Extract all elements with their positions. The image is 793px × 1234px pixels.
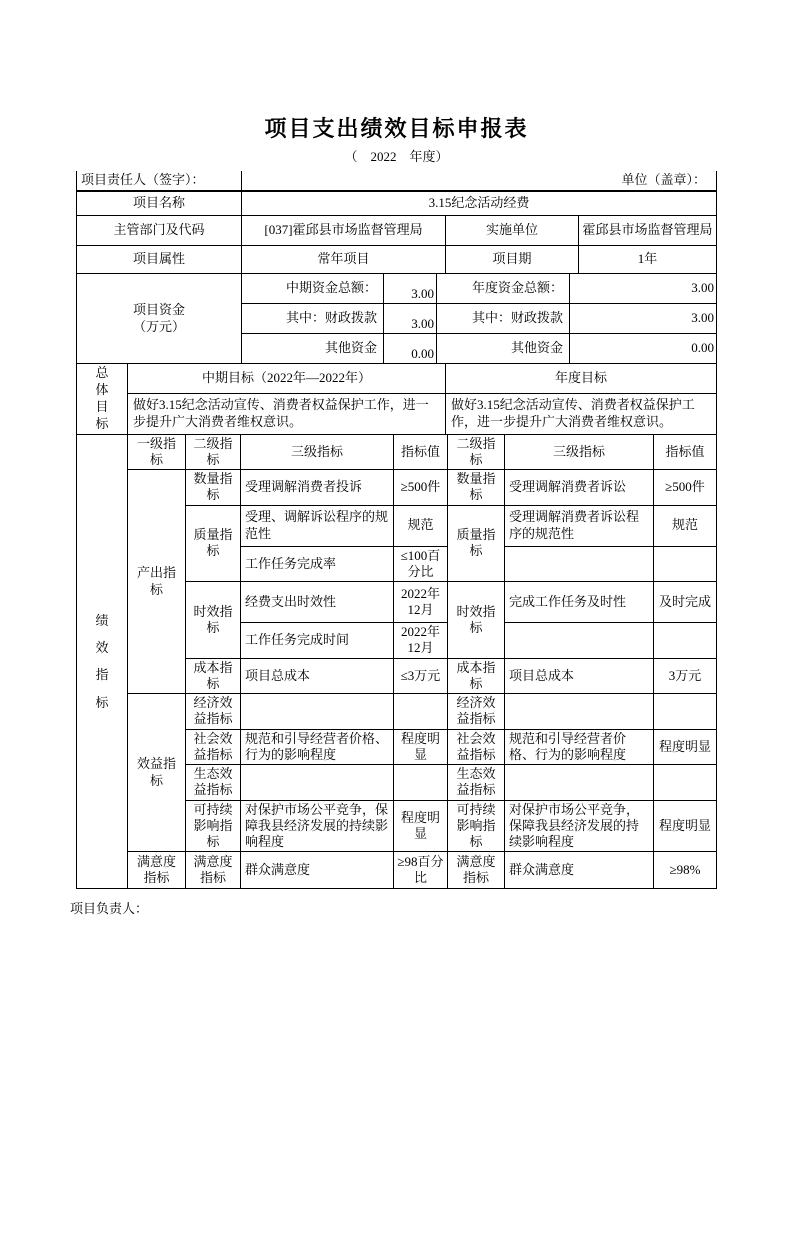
indicator-l3: 受理调解消费者投诉: [241, 470, 394, 506]
annual-goal-header: 年度目标: [446, 364, 717, 394]
annual-total-value: 3.00: [570, 274, 717, 304]
indicator-l3: [241, 694, 394, 730]
indicator-l2: 生态效益指标: [186, 765, 241, 801]
project-period-label: 项目期: [446, 246, 579, 274]
mid-goal-text: 做好3.15纪念活动宣传、消费者权益保护工作，进一步提升广大消费者维权意识。: [128, 394, 446, 434]
indicator-value: ≤3万元: [394, 658, 448, 694]
indicator-l3: 工作任务完成率: [241, 546, 394, 582]
mid-other-label: 其他资金: [242, 334, 384, 364]
annual-goal-text: 做好3.15纪念活动宣传、消费者权益保护工作，进一步提升广大消费者维权意识。: [446, 394, 717, 434]
project-attr-value: 常年项目: [242, 246, 446, 274]
project-manager-label: 项目负责人：: [70, 901, 149, 917]
dept-code-label: 主管部门及代码: [77, 216, 242, 246]
indicator-value: [394, 694, 448, 730]
mid-goal-header: 中期目标（2022年—2022年）: [128, 364, 446, 394]
indicator-value-right: 程度明显: [654, 800, 717, 852]
indicator-l2-right: 经济效益指标: [448, 694, 505, 730]
attr-table: [76, 245, 717, 274]
overall-goal-table: [76, 363, 717, 435]
indicator-l2: 时效指标: [186, 582, 241, 659]
page-title: 项目支出绩效目标申报表: [264, 116, 529, 141]
funds-table: [76, 273, 717, 364]
project-period-value: 1年: [579, 246, 717, 274]
indicator-l2-right: 生态效益指标: [448, 765, 505, 801]
indicator-l3-right: 对保护市场公平竞争，保障我县经济发展的持续影响程度: [505, 800, 654, 852]
indicator-l2: 数量指标: [186, 470, 241, 506]
indicator-value: 规范: [394, 505, 448, 546]
header-value: 指标值: [394, 434, 448, 470]
indicator-value-right: ≥98%: [654, 852, 717, 889]
indicator-value: ≥98百分比: [394, 852, 448, 889]
unit-seal-label: 单位（盖章）：: [242, 171, 717, 191]
mid-fiscal-value: 3.00: [384, 304, 437, 334]
indicator-l3-right: 项目总成本: [505, 658, 654, 694]
indicators-table: [76, 434, 717, 890]
overall-goal-label: [77, 364, 128, 435]
indicator-value-right: 程度明显: [654, 729, 717, 765]
funds-label-line1: 项目资金: [132, 302, 185, 318]
indicator-value: 程度明显: [394, 800, 448, 852]
category-output: 产出指标: [128, 470, 186, 694]
annual-other-value: 0.00: [570, 334, 717, 364]
indicator-l2-right: 可持续影响指标: [448, 800, 505, 852]
indicator-l2-right: 社会效益指标: [448, 729, 505, 765]
indicator-l3: 受理、调解诉讼程序的规范性: [241, 505, 394, 546]
annual-other-label: 其他资金: [437, 334, 570, 364]
indicator-l3-right: 完成工作任务及时性: [505, 582, 654, 623]
funds-label: [77, 274, 242, 364]
mid-other-value: 0.00: [384, 334, 437, 364]
signer-label: 项目责任人（签字）：: [77, 171, 242, 191]
overall-goal-label-text: 总体目标: [95, 365, 109, 431]
indicator-l2: 成本指标: [186, 658, 241, 694]
header-level3-right: 三级指标: [505, 434, 654, 470]
mid-fiscal-label: 其中：财政拨款: [242, 304, 384, 334]
impl-unit-label: 实施单位: [446, 216, 579, 246]
project-attr-label: 项目属性: [77, 246, 242, 274]
indicator-l2-right: 时效指标: [448, 582, 505, 659]
category-benefit: 效益指标: [128, 694, 186, 852]
indicator-l2: 质量指标: [186, 505, 241, 582]
indicator-l3-right: [505, 623, 654, 659]
header-level3: 三级指标: [241, 434, 394, 470]
indicator-l2-right: 满意度指标: [448, 852, 505, 889]
indicator-l3-right: [505, 694, 654, 730]
indicator-l3-right: 群众满意度: [505, 852, 654, 889]
indicators-label: [77, 434, 128, 889]
annual-fiscal-label: 其中：财政拨款: [437, 304, 570, 334]
indicator-l3: 工作任务完成时间: [241, 623, 394, 659]
year-subtitle: （ 2022 年度）: [344, 149, 449, 164]
indicator-value-right: [654, 694, 717, 730]
dept-table: [76, 215, 717, 246]
indicator-l3: 群众满意度: [241, 852, 394, 889]
header-level1: 一级指标: [128, 434, 186, 470]
indicators-label-text: 绩效指标: [95, 612, 109, 710]
indicator-l3-right: 受理调解消费者诉讼程序的规范性: [505, 505, 654, 546]
indicator-l3: [241, 765, 394, 801]
indicator-l3-right: 受理调解消费者诉讼: [505, 470, 654, 506]
indicator-value: 程度明显: [394, 729, 448, 765]
indicator-l2: 满意度指标: [186, 852, 241, 889]
indicator-row: [77, 470, 717, 506]
indicator-l3-right: 规范和引导经营者价格、行为的影响程度: [505, 729, 654, 765]
indicator-row: [77, 694, 717, 730]
project-name-label: 项目名称: [77, 192, 242, 216]
indicator-value-right: ≥500件: [654, 470, 717, 506]
indicator-value-right: [654, 623, 717, 659]
signer-row: [76, 171, 717, 192]
indicator-l2-right: 数量指标: [448, 470, 505, 506]
mid-total-value: 3.00: [384, 274, 437, 304]
indicator-l3: 项目总成本: [241, 658, 394, 694]
header-level2: 二级指标: [186, 434, 241, 470]
funds-label-line2: （万元）: [132, 318, 185, 334]
project-name-value: 3.15纪念活动经费: [242, 192, 717, 216]
project-name-table: [76, 191, 717, 216]
indicator-value: ≥500件: [394, 470, 448, 506]
indicator-l2: 经济效益指标: [186, 694, 241, 730]
indicator-value-right: [654, 546, 717, 582]
indicator-value: [394, 765, 448, 801]
indicator-l3: 经费支出时效性: [241, 582, 394, 623]
mid-total-label: 中期资金总额：: [242, 274, 384, 304]
annual-fiscal-value: 3.00: [570, 304, 717, 334]
indicator-l2-right: 成本指标: [448, 658, 505, 694]
indicator-value-right: 3万元: [654, 658, 717, 694]
indicator-l3-right: [505, 546, 654, 582]
category-satisfaction: 满意度指标: [128, 852, 186, 889]
indicator-row: [77, 852, 717, 889]
indicator-l3: 对保护市场公平竞争，保障我县经济发展的持续影响程度: [241, 800, 394, 852]
annual-total-label: 年度资金总额：: [437, 274, 570, 304]
header-value-right: 指标值: [654, 434, 717, 470]
indicator-l2: 社会效益指标: [186, 729, 241, 765]
indicator-value: 2022年12月: [394, 623, 448, 659]
indicator-l2-right: 质量指标: [448, 505, 505, 582]
indicator-value-right: 规范: [654, 505, 717, 546]
dept-code-value: [037]霍邱县市场监督管理局: [242, 216, 446, 246]
header-level2-right: 二级指标: [448, 434, 505, 470]
indicator-l2: 可持续影响指标: [186, 800, 241, 852]
indicator-value: 2022年12月: [394, 582, 448, 623]
indicator-l3: 规范和引导经营者价格、行为的影响程度: [241, 729, 394, 765]
impl-unit-value: 霍邱县市场监督管理局: [579, 216, 717, 246]
indicator-l3-right: [505, 765, 654, 801]
indicator-value-right: [654, 765, 717, 801]
indicator-value: ≤100百分比: [394, 546, 448, 582]
indicator-value-right: 及时完成: [654, 582, 717, 623]
